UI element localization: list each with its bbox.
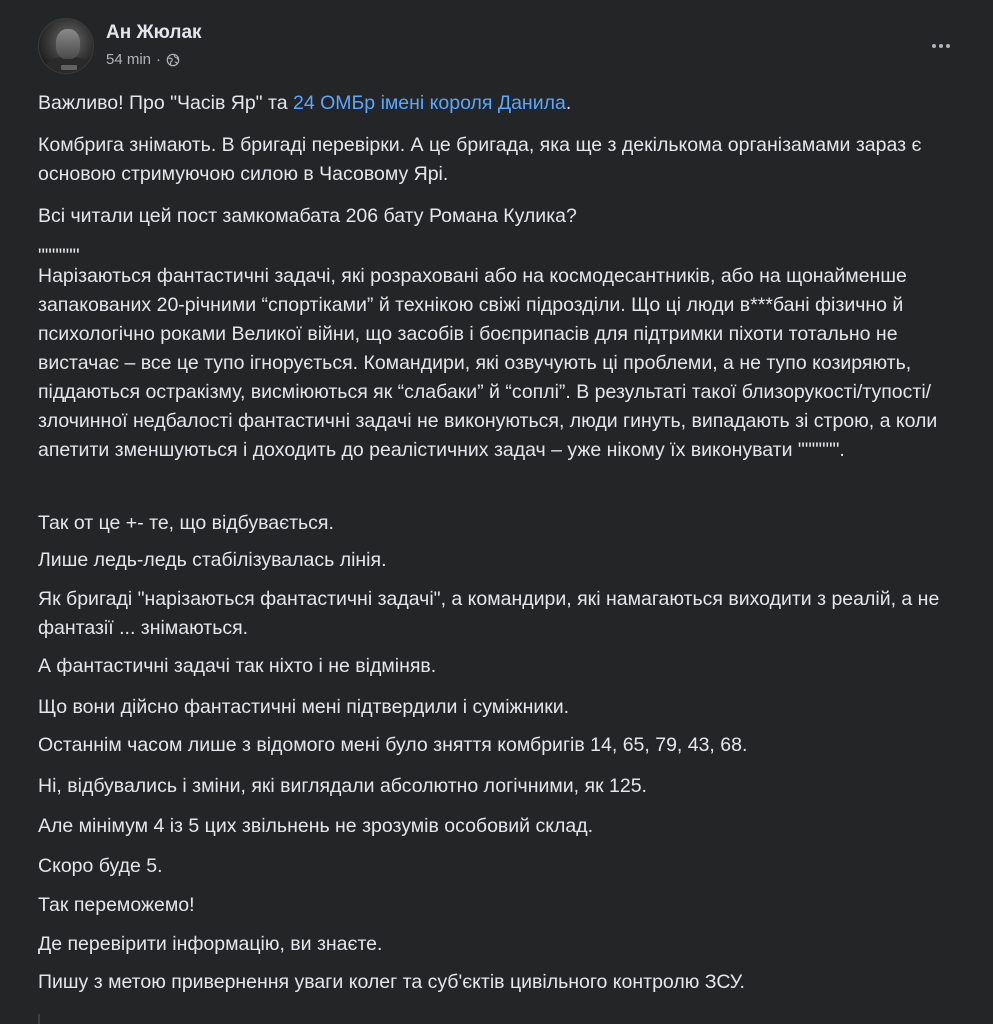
post-paragraph: Де перевірити інформацію, ви знаєте. — [38, 933, 383, 955]
post-paragraph: Нарізаються фантастичні задачі, які розраховані або на космодесантників, або на щонайменше запакованих 20-річними “спортіками” й технікою свіжі підрозділи. Що ці люди в***бані фізично й психологічно роками Великої війни, що засобів і боєприпасів для підтримки піхоти тотально не вистачає – все це тупо ігнорується. Командири, які озвучують ці проблеми, а не тупо козиряють, піддаються остракізму, висміюються як “слабаки” й “соплі”. В результаті такої близорукості/тупості/злочинної недбалості фантастичні задачі не виконуються, люди гинуть, випадають зі строю, а коли апетити зменшуються і доходить до реалістичних задач – уже нікому їх виконувати """""". — [38, 265, 938, 461]
more-horizontal-icon — [932, 44, 936, 48]
post-paragraph: Ні, відбувались і зміни, які виглядали абсолютно логічними, як 125. — [38, 775, 647, 797]
post-meta — [106, 51, 180, 68]
post-paragraph: Лише ледь-ледь стабілізувалась лінія. — [38, 549, 387, 571]
post-paragraph: А фантастичні задачі так ніхто і не відміняв. — [38, 655, 437, 677]
meta-separator: · — [156, 51, 162, 68]
more-options-button[interactable] — [923, 32, 959, 60]
avatar[interactable] — [38, 18, 94, 74]
globe-icon[interactable] — [166, 53, 180, 67]
post-paragraph: Всі читали цей пост замкомабата 206 бату Романа Кулика? """""" — [38, 205, 577, 267]
post-paragraph: Скоро буде 5. — [38, 855, 163, 877]
post-paragraph: Так от це +- те, що відбувається. — [38, 512, 334, 534]
post-paragraph: Останнім часом лише з відомого мені було зняття комбригів 14, 65, 79, 43, 68. — [38, 734, 748, 756]
author-name[interactable]: Ан Жюлак — [106, 22, 202, 43]
post-timestamp[interactable]: 54 min — [106, 51, 152, 68]
post-paragraph: Так переможемо! — [38, 894, 195, 916]
post-header — [38, 18, 973, 74]
post-paragraph: Пишу з метою привернення уваги колег та суб'єктів цивільного контролю ЗСУ. — [38, 971, 745, 993]
post-paragraph: Комбрига знімають. В бригаді перевірки. А це бригада, яка ще з декількома організамами зараз є основою стримуючою силою в Часовому Ярі. — [38, 134, 922, 185]
post-paragraph: Але мінімум 4 із 5 цих звільнень не зрозумів особовий склад. — [38, 815, 594, 837]
post-paragraph: Що вони дійсно фантастичні мені підтвердили і суміжники. — [38, 696, 570, 718]
post-paragraph: Важливо! Про "Часів Яр" та 24 ОМБр імені короля Данила. — [38, 92, 572, 114]
comment-section-edge — [38, 1014, 40, 1024]
post-paragraph: Як бригаді "нарізаються фантастичні задачі", а командири, які намагаються виходити з реалій, а не фантазії ... знімаються. — [38, 588, 940, 639]
brigade-link[interactable]: 24 ОМБр імені короля Данила — [292, 92, 566, 114]
